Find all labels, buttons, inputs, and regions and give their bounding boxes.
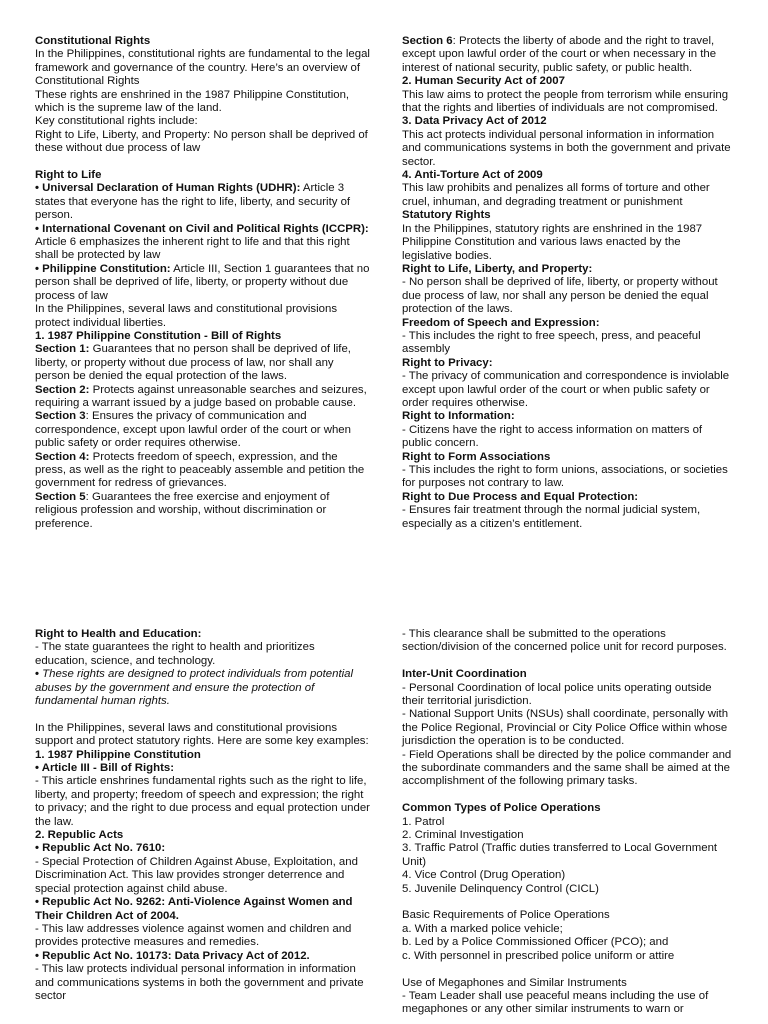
section-text: Protects against unreasonable searches and seizures, requiring a warrant issued by a judge based on probable cause. (35, 383, 367, 409)
paragraph: In the Philippines, constitutional rights are fundamental to the legal framework and governance of the country. Here’s an overview of Constitutional Rights (35, 48, 370, 88)
section-text: : Guarantees the free exercise and enjoyment of religious profession and worship, without discrimination or preference. (35, 490, 330, 530)
heading-due-process: Right to Due Process and Equal Protection: (402, 490, 639, 503)
section-label: Section 2: (35, 383, 90, 396)
paragraph: This law aims to protect the people from terrorism while ensuring that the rights and liberties of individuals are not compromised. (402, 88, 729, 115)
udhr-label: • Universal Declaration of Human Rights (UDHR): (35, 182, 301, 195)
paragraph: In the Philippines, several laws and constitutional provisions protect individual liberties. (35, 303, 338, 329)
list-item: 2. Criminal Investigation (402, 829, 524, 842)
list-item: 4. Vice Control (Drug Operation) (402, 869, 566, 882)
column-3 (35, 628, 370, 1003)
section-1 (35, 343, 370, 383)
paragraph: - This law addresses violence against women and children and provides protective measures and remedies. (35, 922, 352, 949)
section-text: : Protects the liberty of abode and the right to travel, except upon lawful order of the court or when necessary in the interest of national security, public safety, or public health. (402, 35, 717, 74)
heading-anti-torture-act: 4. Anti-Torture Act of 2009 (402, 169, 543, 182)
paragraph: - No person shall be deprived of life, liberty, or property without due process of law, nor shall any person be denied the equal protection of the laws. (402, 276, 718, 316)
paragraph: - This clearance shall be submitted to the operations section/division of the concerned police unit for record purposes. (402, 628, 727, 654)
paragraph: - This article enshrines fundamental rights such as the right to life, liberty, and property; freedom of speech and expression; the right to privacy; and the right to due process and equal protection under the law. (35, 775, 370, 828)
section-label: Section 4: (35, 450, 90, 463)
list-item: a. With a marked police vehicle; (402, 922, 563, 935)
section-text: Protects freedom of speech, expression, and the press, as well as the right to peaceably assemble and petition the government for redress of grievances. (35, 450, 365, 490)
section-5 (35, 491, 370, 531)
section-2 (35, 384, 370, 411)
heading-right-privacy: Right to Privacy: (402, 356, 493, 369)
udhr-text: Article 3 states that everyone has the right to life, liberty, and security of person. (35, 182, 351, 222)
heading-megaphones: Use of Megaphones and Similar Instruments (402, 976, 627, 989)
section-text: : Ensures the privacy of communication and correspondence, except upon lawful order of the court or when public safety or order requires otherwise. (35, 410, 351, 450)
section-4 (35, 451, 370, 491)
italic-text: These rights are designed to protect individuals from potential abuses by the government and ensure the protection of fundamental human rights. (35, 668, 354, 708)
udhr-item (35, 182, 370, 222)
heading-ra-9262: • Republic Act No. 9262: Anti-Violence Against Women and Their Children Act of 2004. (35, 896, 353, 922)
heading-right-associations: Right to Form Associations (402, 450, 551, 463)
column-4 (402, 628, 732, 1017)
heading-1987-constitution: 1. 1987 Philippine Constitution (35, 748, 201, 761)
heading-freedom-speech: Freedom of Speech and Expression: (402, 316, 600, 329)
constitution-label: • Philippine Constitution: (35, 262, 171, 275)
paragraph: - Team Leader shall use peaceful means including the use of megaphones or any other similar instruments to warn or (402, 989, 709, 1016)
heading-article-iii: • Article III - Bill of Rights: (35, 762, 174, 775)
list-item: 5. Juvenile Delinquency Control (CICL) (402, 882, 599, 895)
section-label: Section 3 (35, 410, 86, 423)
paragraph: - National Support Units (NSUs) shall coordinate, personally with the Police Regional, Provincial or City Police Office within whose jurisdiction the operation is to be conducted. (402, 708, 729, 748)
section-label: Section 6 (402, 35, 453, 47)
column-1 (35, 35, 370, 531)
heading-republic-acts: 2. Republic Acts (35, 829, 124, 842)
section-3 (35, 410, 370, 450)
heading-data-privacy-act: 3. Data Privacy Act of 2012 (402, 115, 547, 128)
section-6 (402, 35, 732, 75)
italic-note (35, 668, 370, 708)
paragraph: - Field Operations shall be directed by the police commander and the subordinate commanders and the same shall be aimed at the accomplishment of the following primary tasks. (402, 748, 732, 788)
heading-bill-of-rights: 1. 1987 Philippine Constitution - Bill of Rights (35, 329, 282, 342)
column-2 (402, 35, 732, 531)
paragraph: This act protects individual personal information in information and communications systems in both the government and private sector. (402, 128, 731, 168)
paragraph: - Citizens have the right to access information on matters of public concern. (402, 423, 703, 450)
paragraph: In the Philippines, several laws and constitutional provisions support and protect statutory rights. Here are some key examples: (35, 721, 369, 748)
bullet: • (35, 668, 43, 681)
section-label: Section 5 (35, 490, 86, 503)
paragraph: - Personal Coordination of local police units operating outside their territorial jurisdiction. (402, 681, 712, 708)
list-item: b. Led by a Police Commissioned Officer (PCO); and (402, 936, 669, 949)
iccpr-item (35, 223, 370, 263)
list-item: 1. Patrol (402, 815, 445, 828)
heading-health-education: Right to Health and Education: (35, 628, 202, 640)
heading-ra-7610: • Republic Act No. 7610: (35, 842, 166, 855)
iccpr-text: Article 6 emphasizes the inherent right to life and that this right shall be protected by law (35, 236, 350, 262)
paragraph: Right to Life, Liberty, and Property: No person shall be deprived of these without due process of law (35, 128, 368, 155)
heading-ra-10173: • Republic Act No. 10173: Data Privacy Act of 2012. (35, 949, 310, 962)
heading-inter-unit-coordination: Inter-Unit Coordination (402, 668, 527, 681)
heading-constitutional-rights: Constitutional Rights (35, 35, 151, 47)
heading-statutory-rights: Statutory Rights (402, 209, 491, 222)
heading-basic-requirements: Basic Requirements of Police Operations (402, 909, 610, 922)
list-item: 3. Traffic Patrol (Traffic duties transferred to Local Government Unit) (402, 842, 718, 868)
heading-right-life-liberty: Right to Life, Liberty, and Property: (402, 262, 593, 275)
section-label: Section 1: (35, 343, 90, 356)
paragraph: - This includes the right to form unions, associations, or societies for purposes not contrary to law. (402, 464, 728, 490)
constitution-item (35, 263, 370, 303)
constitution-text: Article III, Section 1 guarantees that no person shall be deprived of life, liberty, or property without due process of law (35, 262, 370, 302)
list-item: c. With personnel in prescribed police uniform or attire (402, 949, 675, 962)
paragraph: Key constitutional rights include: (35, 115, 198, 128)
paragraph: - This includes the right to free speech, press, and peaceful assembly (402, 329, 701, 356)
heading-common-police-operations: Common Types of Police Operations (402, 802, 601, 815)
paragraph: - The privacy of communication and correspondence is inviolable except upon lawful order of the court or when public safety or order requires otherwise. (402, 370, 730, 409)
paragraph: In the Philippines, statutory rights are enshrined in the 1987 Philippine Constitution and various laws enacted by the legislative bodies. (402, 222, 703, 262)
heading-human-security-act: 2. Human Security Act of 2007 (402, 75, 565, 88)
iccpr-label: • International Covenant on Civil and Political Rights (ICCPR): (35, 222, 369, 235)
paragraph: - Special Protection of Children Against Abuse, Exploitation, and Discrimination Act. This law provides stronger deterrence and special protection against child abuse. (35, 855, 358, 895)
paragraph: This law prohibits and penalizes all forms of torture and other cruel, inhuman, and degrading treatment or punishment (402, 182, 710, 208)
heading-right-to-life: Right to Life (35, 169, 102, 182)
paragraph: These rights are enshrined in the 1987 Philippine Constitution, which is the supreme law of the land. (35, 88, 350, 115)
paragraph: - The state guarantees the right to health and prioritizes education, science, and technology. (35, 641, 315, 667)
paragraph: - Ensures fair treatment through the normal judicial system, especially as a citizen’s entitlement. (402, 504, 701, 530)
paragraph: - This law protects individual personal information in information and communications systems in both the government and private sector (35, 963, 364, 1002)
section-text: Guarantees that no person shall be deprived of life, liberty, or property without due process of law, nor shall any person be denied the equal protection of the laws. (35, 343, 351, 383)
heading-right-information: Right to Information: (402, 410, 515, 423)
